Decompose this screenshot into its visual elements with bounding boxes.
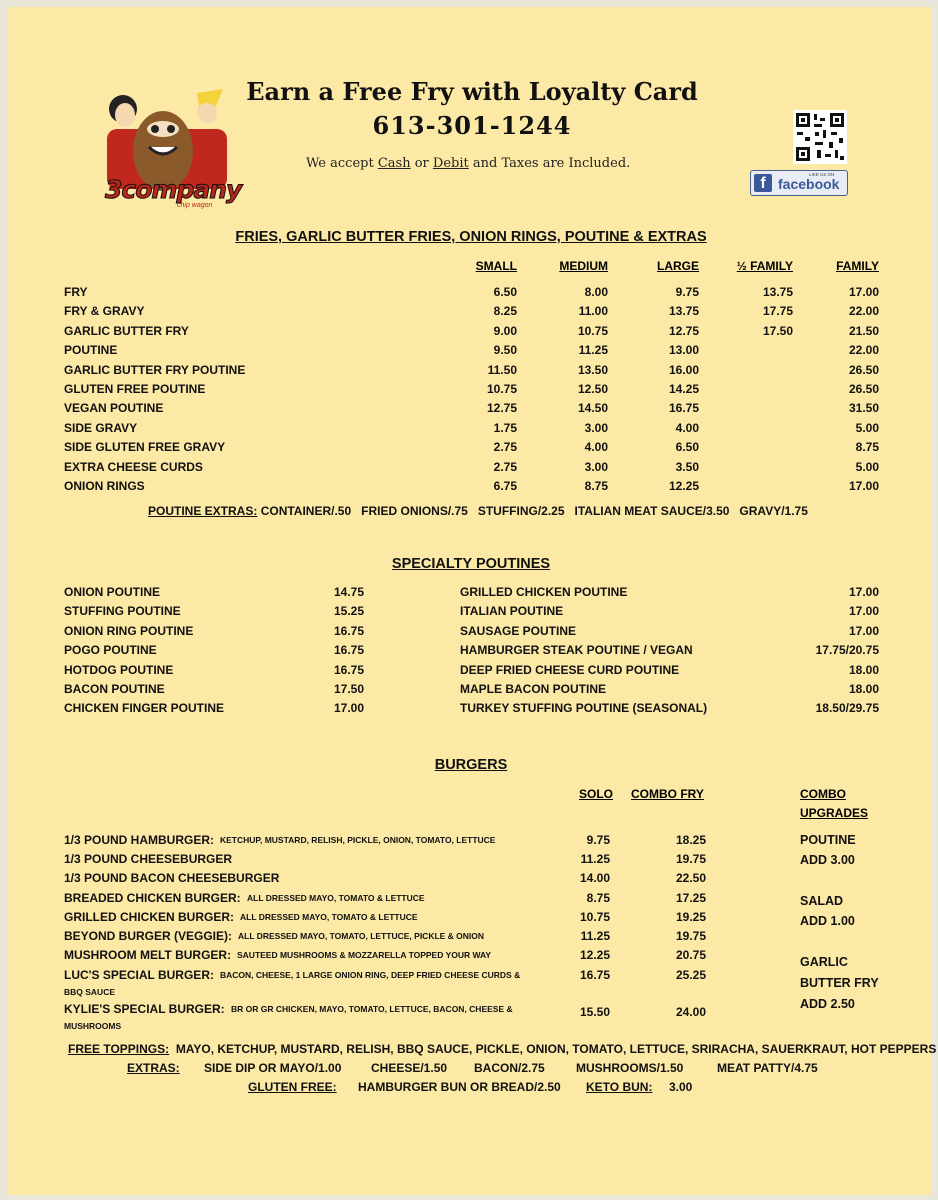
fries-price-family: 5.00 (855, 459, 879, 474)
upgrade-garlic-price: ADD 2.50 (800, 997, 855, 1011)
free-toppings-label: FREE TOPPINGS: (68, 1042, 170, 1056)
burger-row (64, 871, 714, 887)
col-combo-fry: COMBO FRY (631, 787, 704, 801)
facebook-badge[interactable] (750, 170, 848, 196)
specialty-item-name: ITALIAN POUTINE (460, 604, 564, 619)
fries-price-small: 11.50 (487, 362, 517, 377)
burger-extra-4: MUSHROOMS/1.50 (576, 1061, 684, 1075)
specialty-item-price: 17.00 (333, 701, 364, 716)
fries-item-name: SIDE GRAVY (64, 420, 138, 435)
specialty-row (460, 604, 879, 620)
keto-bun-label: KETO BUN: (586, 1080, 653, 1094)
fries-price-family: 21.50 (848, 323, 879, 338)
fries-row (64, 401, 894, 417)
burger-item-desc: BACON, CHEESE, 1 LARGE ONION RING, DEEP FRIED CHEESE CURDS & (220, 970, 521, 980)
specialty-row (460, 585, 879, 601)
burger-item-name: KYLIE'S SPECIAL BURGER: (64, 1002, 225, 1016)
specialty-item-price: 15.25 (333, 604, 364, 619)
fries-item-name: EXTRA CHEESE CURDS (64, 459, 203, 474)
burger-item-name: LUC'S SPECIAL BURGER: (64, 968, 214, 982)
specialty-row (64, 624, 364, 640)
poutine-extras-label: POUTINE EXTRAS: (148, 504, 258, 518)
payment-note (306, 156, 630, 171)
specialty-item-price: 17.00 (848, 623, 879, 638)
free-toppings-text: MAYO, KETCHUP, MUSTARD, RELISH, BBQ SAUCE, PICKLE, ONION, TOMATO, LETTUCE, SRIRACHA, SAUERKRAUT, HOT PEPPERS (175, 1042, 937, 1056)
specialty-row (64, 585, 364, 601)
fries-row (64, 343, 894, 359)
burger-extra-2: CHEESE/1.50 (371, 1061, 448, 1075)
burgers-section-title: BURGERS (434, 757, 508, 773)
upgrade-poutine-price: ADD 3.00 (800, 853, 855, 867)
fries-row (64, 479, 894, 495)
burger-price-combo: 22.50 (675, 871, 706, 885)
specialty-row (64, 643, 364, 659)
fries-row (64, 363, 894, 379)
burger-item-name: 1/3 POUND BACON CHEESEBURGER (64, 871, 280, 885)
specialty-item-name: TURKEY STUFFING POUTINE (SEASONAL) (460, 701, 708, 716)
fries-price-family: 8.75 (855, 440, 879, 455)
fries-price-medium: 8.75 (584, 479, 608, 493)
fries-price-medium: 3.00 (584, 459, 608, 474)
fries-price-family: 26.50 (848, 382, 879, 396)
fries-price-medium: 10.75 (577, 323, 608, 338)
fries-price-half-family: 17.75 (762, 304, 793, 319)
specialty-row (64, 604, 364, 620)
fries-price-large: 6.50 (675, 440, 699, 455)
burger-extras-label: EXTRAS: (127, 1061, 180, 1075)
specialty-row (460, 701, 879, 717)
burger-row (64, 929, 714, 945)
fries-price-medium: 8.00 (584, 285, 608, 299)
fries-price-large: 12.25 (668, 479, 699, 493)
specialty-item-price: 14.75 (333, 585, 364, 599)
burger-row (64, 1002, 714, 1036)
specialty-item-price: 17.50 (333, 682, 364, 696)
burger-price-solo: 8.75 (586, 891, 610, 905)
upgrade-garlic-name-2: BUTTER FRY (800, 976, 879, 990)
burger-item-desc-2: BBQ SAUCE (64, 987, 116, 997)
specialty-item-name: ONION POUTINE (64, 585, 161, 599)
fries-price-large: 16.75 (668, 401, 699, 416)
burger-item-name: BREADED CHICKEN BURGER: (64, 891, 241, 905)
specialty-item-price: 17.00 (848, 604, 879, 619)
specialty-item-name: ONION RING POUTINE (64, 623, 194, 638)
fries-price-small: 2.75 (493, 440, 517, 455)
burger-item-name: GRILLED CHICKEN BURGER: (64, 910, 234, 924)
combo-upgrades-title-2: UPGRADES (800, 806, 869, 820)
combo-upgrades-title-1: COMBO (800, 787, 846, 801)
specialty-item-name: HOTDOG POUTINE (64, 662, 174, 677)
keto-bun-price: 3.00 (669, 1080, 693, 1094)
burger-price-combo: 18.25 (675, 833, 706, 847)
payment-cash: Cash (377, 156, 411, 171)
logo-text: 3company (105, 175, 242, 204)
specialty-row (460, 624, 879, 640)
specialty-item-name: CHICKEN FINGER POUTINE (64, 701, 225, 716)
specialty-item-name: DEEP FRIED CHEESE CURD POUTINE (460, 662, 680, 677)
fries-price-small: 8.25 (493, 304, 517, 319)
burger-row (64, 910, 714, 926)
burger-price-solo: 15.50 (579, 1005, 610, 1019)
burger-price-solo: 14.00 (579, 871, 610, 885)
specialty-section-title: SPECIALTY POUTINES (391, 556, 551, 572)
fries-price-large: 4.00 (675, 420, 699, 435)
col-small: SMALL (475, 259, 517, 273)
burger-price-combo: 20.75 (675, 948, 706, 962)
burger-row (64, 968, 714, 1002)
burger-row (64, 833, 714, 849)
fries-price-large: 3.50 (675, 459, 699, 474)
col-family: FAMILY (836, 259, 879, 273)
fries-price-small: 9.00 (493, 323, 517, 338)
logo-subtext: chip wagon (177, 202, 213, 209)
specialty-item-price: 17.00 (848, 585, 879, 599)
facebook-icon: f (754, 174, 772, 192)
fries-price-large: 12.75 (668, 323, 699, 338)
fries-price-small: 6.75 (493, 479, 517, 493)
burger-price-combo: 25.25 (675, 968, 706, 982)
fries-item-name: POUTINE (64, 343, 118, 358)
fries-item-name: FRY (64, 285, 88, 299)
fries-price-medium: 3.00 (584, 420, 608, 435)
burger-item-desc: KETCHUP, MUSTARD, RELISH, PICKLE, ONION, TOMATO, LETTUCE (220, 835, 496, 845)
burger-price-solo: 12.25 (579, 948, 610, 962)
burger-price-combo: 19.75 (675, 929, 706, 943)
qr-code-icon (793, 110, 847, 164)
fries-price-large: 16.00 (668, 362, 699, 377)
specialty-row (64, 682, 364, 698)
burger-item-name: MUSHROOM MELT BURGER: (64, 948, 232, 962)
specialty-item-name: POGO POUTINE (64, 643, 157, 658)
qr-code[interactable] (793, 110, 847, 164)
specialty-row (460, 643, 879, 659)
fries-row (64, 304, 894, 320)
specialty-item-name: HAMBURGER STEAK POUTINE / VEGAN (460, 643, 693, 658)
burger-price-solo: 9.75 (586, 833, 610, 847)
fries-price-medium: 4.00 (584, 440, 608, 455)
specialty-row (64, 701, 364, 717)
fries-price-small: 2.75 (493, 459, 517, 474)
upgrade-poutine-name: POUTINE (800, 833, 856, 847)
specialty-item-price: 17.75/20.75 (815, 643, 879, 658)
fries-price-medium: 11.00 (578, 304, 608, 319)
fries-row (64, 285, 894, 301)
payment-suffix: and Taxes are Included. (472, 156, 631, 171)
facebook-like-text: LIKE US ON (809, 172, 835, 177)
fries-row (64, 324, 894, 340)
burger-extra-1: SIDE DIP OR MAYO/1.00 (204, 1061, 342, 1075)
payment-prefix: We accept (306, 156, 374, 171)
fries-price-medium: 14.50 (577, 401, 608, 416)
fries-price-small: 12.75 (486, 401, 517, 416)
burger-item-desc: ALL DRESSED MAYO, TOMATO, LETTUCE, PICKLE & ONION (238, 931, 485, 941)
fries-section-title: FRIES, GARLIC BUTTER FRIES, ONION RINGS, POUTINE & EXTRAS (235, 229, 707, 245)
fries-price-family: 22.00 (848, 304, 879, 319)
fries-price-family: 17.00 (848, 285, 879, 299)
burger-row (64, 948, 714, 964)
burger-item-name: 1/3 POUND HAMBURGER: (64, 833, 215, 847)
burger-price-combo: 24.00 (675, 1005, 706, 1019)
burger-row (64, 852, 714, 868)
upgrade-garlic-name: GARLIC (800, 955, 848, 969)
burger-price-solo: 10.75 (579, 910, 610, 924)
fries-item-name: GLUTEN FREE POUTINE (64, 382, 206, 396)
burger-price-combo: 19.25 (675, 910, 706, 924)
specialty-item-name: GRILLED CHICKEN POUTINE (460, 585, 628, 599)
fries-price-large: 9.75 (675, 285, 699, 299)
burger-item-desc: BR OR GR CHICKEN, MAYO, TOMATO, LETTUCE, BACON, CHEESE & (231, 1004, 513, 1014)
burger-item-name: BEYOND BURGER (VEGGIE): (64, 929, 233, 943)
burger-price-combo: 17.25 (675, 891, 706, 905)
fries-price-family: 31.50 (848, 401, 879, 416)
fries-price-small: 6.50 (493, 285, 517, 299)
fries-item-name: VEGAN POUTINE (64, 401, 164, 416)
burger-extra-3: BACON/2.75 (474, 1061, 545, 1075)
fries-item-name: SIDE GLUTEN FREE GRAVY (64, 440, 226, 455)
menu-page (7, 7, 937, 1195)
specialty-item-name: SAUSAGE POUTINE (460, 623, 577, 638)
specialty-item-price: 18.50/29.75 (815, 701, 879, 716)
poutine-extras-text: CONTAINER/.50 FRIED ONIONS/.75 STUFFING/2.25 ITALIAN MEAT SAUCE/3.50 GRAVY/1.75 (260, 504, 808, 518)
burger-item-desc-2: MUSHROOMS (64, 1021, 122, 1031)
col-solo: SOLO (579, 787, 614, 801)
upgrade-salad-name: SALAD (800, 894, 844, 908)
gluten-free-label: GLUTEN FREE: (248, 1080, 337, 1094)
specialty-item-name: STUFFING POUTINE (64, 604, 181, 619)
fries-item-name: ONION RINGS (64, 479, 145, 493)
fries-price-large: 13.75 (668, 304, 699, 319)
specialty-row (460, 663, 879, 679)
specialty-item-price: 18.00 (848, 682, 879, 696)
fries-row (64, 421, 894, 437)
fries-price-large: 13.00 (668, 343, 699, 358)
burger-item-desc: ALL DRESSED MAYO, TOMATO & LETTUCE (240, 912, 418, 922)
specialty-item-name: BACON POUTINE (64, 682, 165, 696)
burger-item-desc: SAUTEED MUSHROOMS & MOZZARELLA TOPPED YOUR WAY (237, 950, 492, 960)
fries-price-half-family: 13.75 (762, 285, 793, 299)
burger-price-solo: 11.25 (580, 929, 610, 943)
phone-number[interactable]: 613-301-1244 (372, 111, 572, 140)
poutine-extras (148, 504, 808, 518)
fries-price-half-family: 17.50 (762, 323, 793, 338)
specialty-item-price: 18.00 (848, 662, 879, 677)
specialty-item-price: 16.75 (333, 623, 364, 638)
burger-extra-5: MEAT PATTY/4.75 (717, 1061, 818, 1075)
fries-row (64, 440, 894, 456)
upgrade-salad-price: ADD 1.00 (800, 914, 855, 928)
free-toppings (68, 1042, 936, 1056)
fries-price-small: 9.50 (493, 343, 517, 358)
fries-price-small: 1.75 (493, 420, 517, 435)
burger-item-name: 1/3 POUND CHEESEBURGER (64, 852, 233, 866)
fries-price-family: 26.50 (848, 362, 879, 377)
specialty-item-name: MAPLE BACON POUTINE (460, 682, 607, 696)
gluten-free-text: HAMBURGER BUN OR BREAD/2.50 (358, 1080, 561, 1094)
payment-debit: Debit (432, 156, 469, 171)
burger-row (64, 891, 714, 907)
fries-price-medium: 11.25 (578, 343, 608, 358)
specialty-item-price: 16.75 (333, 662, 364, 677)
fries-price-large: 14.25 (668, 382, 699, 396)
col-medium: MEDIUM (559, 259, 608, 273)
col-large: LARGE (657, 259, 699, 273)
loyalty-title: Earn a Free Fry with Loyalty Card (246, 77, 698, 106)
specialty-row (460, 682, 879, 698)
fries-row (64, 382, 894, 398)
fries-price-small: 10.75 (486, 382, 517, 396)
fries-price-family: 22.00 (848, 343, 879, 358)
fries-item-name: GARLIC BUTTER FRY (64, 323, 189, 338)
fries-item-name: GARLIC BUTTER FRY POUTINE (64, 362, 246, 377)
payment-or: or (414, 156, 429, 171)
burger-item-desc: ALL DRESSED MAYO, TOMATO & LETTUCE (247, 893, 425, 903)
burger-price-solo: 11.25 (580, 852, 610, 866)
specialty-row (64, 663, 364, 679)
burger-price-solo: 16.75 (579, 968, 610, 982)
fries-price-medium: 13.50 (577, 362, 608, 377)
fries-price-medium: 12.50 (577, 382, 608, 396)
fries-price-family: 5.00 (855, 420, 879, 435)
fries-item-name: FRY & GRAVY (64, 304, 145, 319)
fries-price-family: 17.00 (848, 479, 879, 493)
fries-row (64, 460, 894, 476)
col-half-family: ½ FAMILY (736, 259, 793, 273)
burger-price-combo: 19.75 (675, 852, 706, 866)
facebook-label: facebook (778, 176, 840, 192)
specialty-item-price: 16.75 (333, 643, 364, 658)
